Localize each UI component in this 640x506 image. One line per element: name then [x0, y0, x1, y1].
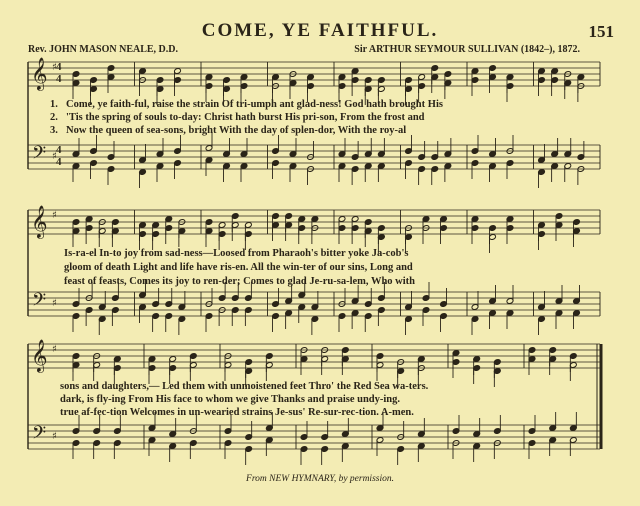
key-signature-sharp: ♯ [52, 62, 57, 73]
key-signature-sharp: ♯ [52, 151, 57, 162]
verse-number: 1. [50, 99, 58, 110]
lyric-line: Come, ye faith-ful, raise the strain Of tri-umph ant glad-ness! God hath brought His [66, 99, 443, 110]
bass-clef-icon: 𝄢 [32, 290, 47, 315]
lyric-line: gloom of death Light and life have ris-en. All the win-ter of our sins, Long and [64, 262, 413, 273]
treble-clef-icon: 𝄞 [31, 205, 48, 238]
verse-number: 2. [50, 112, 58, 123]
time-signature: 4 [56, 73, 62, 85]
lyric-line: dark, is fly-ing From His face to whom we give Thanks and praise undy-ing. [60, 394, 401, 405]
key-signature-sharp: ♯ [52, 431, 57, 442]
key-signature-sharp: ♯ [52, 210, 57, 221]
hymn-title: COME, YE FAITHFUL. [201, 20, 439, 41]
time-signature: 4 [56, 61, 62, 73]
lyric-line: Is-ra-el In-to joy from sad-ness—Loosed from Pharaoh's bitter yoke Ja-cob's [64, 248, 409, 259]
footer-credit: From NEW HYMNARY, by permission. [246, 474, 394, 484]
author-credit: Rev. JOHN MASON NEALE, D.D. [28, 44, 179, 55]
lyric-line: true af-fec-tion Welcomes in un-wearied strains Je-sus' Re-sur-rec-tion. A-men. [60, 407, 414, 418]
treble-clef-icon: 𝄞 [31, 339, 48, 372]
treble-clef-icon: 𝄞 [31, 57, 48, 90]
bass-clef-icon: 𝄢 [32, 143, 47, 168]
lyric-line: 'Tis the spring of souls to-day: Christ hath burst His pri-son, From the frost and [66, 112, 425, 123]
composer-credit: Sir ARTHUR SEYMOUR SULLIVAN (1842–), 1872. [354, 44, 580, 55]
key-signature-sharp: ♯ [52, 298, 57, 309]
bass-clef-icon: 𝄢 [32, 423, 47, 448]
lyric-line: feast of feasts, Comes its joy to ren-der; Comes to glad Je-ru-sa-lem, Who with [64, 276, 416, 287]
key-signature-sharp: ♯ [52, 344, 57, 355]
lyric-line: Now the queen of sea-sons, bright With the day of splen-dor, With the roy-al [66, 125, 407, 136]
page-number: 151 [588, 22, 614, 41]
time-signature: 4 [56, 144, 62, 156]
lyric-line: sons and daughters,— Led them with unmoistened feet Thro' the Red Sea wa-ters. [60, 381, 429, 392]
verse-number: 3. [50, 125, 58, 136]
time-signature: 4 [56, 156, 62, 168]
